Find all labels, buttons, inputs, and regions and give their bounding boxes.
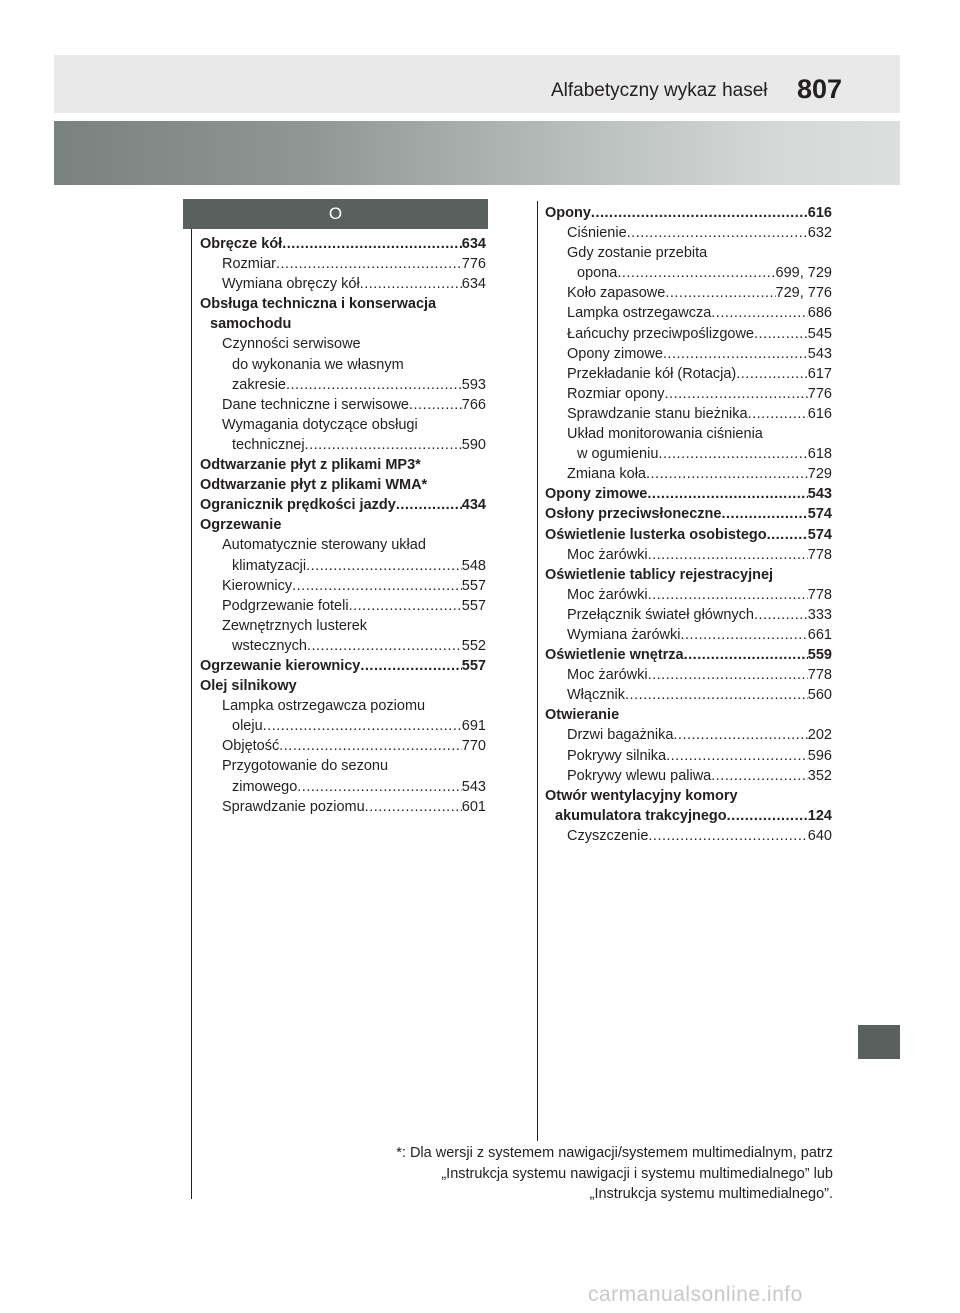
index-entry — [200, 696, 486, 716]
index-entry — [200, 676, 486, 696]
dot-leader — [617, 263, 775, 283]
center-divider — [537, 201, 538, 1141]
index-entry-page: 616 — [807, 405, 832, 422]
page-number: 807 — [797, 74, 843, 104]
index-entry — [545, 625, 832, 645]
index-entry — [200, 274, 486, 294]
index-entry-label: Wymiana żarówki — [567, 626, 681, 643]
dot-leader — [282, 234, 462, 254]
index-entry-page: 543 — [807, 486, 832, 503]
dot-leader — [306, 556, 462, 576]
dot-leader — [591, 203, 808, 223]
dot-leader — [663, 344, 808, 364]
index-entry — [200, 294, 486, 314]
dot-leader — [711, 766, 808, 786]
index-entry — [200, 797, 486, 817]
index-entry — [200, 656, 486, 676]
index-entry-page: 601 — [461, 798, 486, 815]
index-entry-label: Opony — [545, 205, 591, 221]
index-entry-page: 552 — [461, 637, 486, 654]
dot-leader — [665, 283, 775, 303]
dot-leader — [349, 596, 462, 616]
index-entry-label: Opony zimowe — [567, 345, 663, 362]
index-entry-page: 634 — [461, 236, 486, 252]
index-entry-label: Ogranicznik prędkości jazdy — [200, 497, 396, 514]
index-entry-page: 770 — [461, 738, 486, 755]
dot-leader — [396, 495, 462, 515]
dot-leader — [365, 797, 462, 817]
index-entry — [200, 435, 486, 455]
index-entry-label: Pokrywy silnika — [567, 747, 667, 764]
index-entry-label: Pokrywy wlewu paliwa — [567, 767, 712, 784]
index-entry — [545, 585, 832, 605]
index-entry-label: Czyszczenie — [567, 827, 649, 844]
index-entry — [545, 243, 832, 263]
index-entry-page: 124 — [807, 807, 832, 824]
index-entry — [200, 355, 486, 375]
dot-leader — [754, 324, 808, 344]
dot-leader — [286, 375, 462, 395]
dot-leader — [648, 585, 808, 605]
index-entry — [200, 576, 486, 596]
dot-leader — [625, 685, 808, 705]
index-entry-label: Sprawdzanie stanu bieżnika — [567, 405, 748, 422]
index-entry — [545, 766, 832, 786]
index-entry-page: 560 — [807, 687, 832, 704]
index-entry-page: 778 — [807, 667, 832, 684]
index-entry — [545, 404, 832, 424]
index-entry-page: 640 — [807, 827, 832, 844]
index-entry — [545, 565, 832, 585]
index-entry — [545, 725, 832, 745]
index-entry — [200, 535, 486, 555]
index-entry — [545, 203, 832, 223]
index-entry — [200, 314, 486, 334]
index-entry-page: 776 — [461, 256, 486, 273]
index-entry — [200, 375, 486, 395]
index-entry-label: Podgrzewanie foteli — [222, 597, 349, 614]
dot-leader — [648, 545, 808, 565]
index-entry-page: 686 — [807, 305, 832, 322]
dot-leader — [360, 656, 461, 676]
index-entry-label: Rozmiar — [222, 256, 276, 273]
index-entry-page: 543 — [807, 345, 832, 362]
index-entry — [545, 364, 832, 384]
index-entry — [545, 344, 832, 364]
index-entry — [545, 746, 832, 766]
index-entry-label: Lampka ostrzegawcza — [567, 305, 712, 322]
index-entry-label: Przełącznik świateł głównych — [567, 606, 754, 623]
index-entry-label: Oświetlenie tablicy rejestracyjnej — [545, 566, 774, 583]
index-entry — [200, 636, 486, 656]
index-entry-page: 729, 776 — [775, 285, 832, 302]
dot-leader — [684, 645, 808, 665]
section-tab — [858, 1025, 900, 1059]
dot-leader — [666, 746, 808, 766]
index-entry — [200, 736, 486, 756]
index-entry-page: 574 — [807, 526, 832, 543]
index-entry — [200, 254, 486, 274]
index-entry-label: akumulatora trakcyjnego — [555, 807, 727, 824]
index-entry-label: technicznej — [232, 436, 305, 453]
dot-leader — [360, 274, 462, 294]
index-entry — [545, 484, 832, 504]
dot-leader — [263, 716, 462, 736]
index-entry-label: Otwór wentylacyjny komory — [545, 787, 738, 804]
index-entry-page: 616 — [807, 205, 832, 221]
index-entry-label: Sprawdzanie poziomu — [222, 798, 365, 815]
index-entry — [200, 596, 486, 616]
index-entry — [545, 223, 832, 243]
index-entry-page: 691 — [461, 718, 486, 735]
index-entry — [200, 616, 486, 636]
index-entry-page: 543 — [461, 778, 486, 795]
index-entry-label: Moc żarówki — [567, 667, 648, 684]
index-entry — [545, 444, 832, 464]
dot-leader — [665, 384, 808, 404]
index-entry — [545, 464, 832, 484]
index-entry — [545, 665, 832, 685]
index-entry-label: Rozmiar opony — [567, 385, 665, 402]
index-entry-page: 202 — [807, 727, 832, 744]
index-entry-page: 596 — [807, 747, 832, 764]
index-entry-label: Objętość — [222, 738, 280, 755]
index-entry-page: 634 — [461, 276, 486, 293]
index-entry-label: klimatyzacji — [232, 557, 307, 574]
index-entry-label: wstecznych — [232, 637, 307, 654]
dot-leader — [648, 665, 808, 685]
index-entry — [545, 324, 832, 344]
index-entry-label: Otwieranie — [545, 707, 620, 724]
dot-leader — [673, 725, 807, 745]
dot-leader — [658, 444, 807, 464]
index-entry — [200, 234, 486, 254]
index-entry-page: 574 — [807, 506, 832, 523]
index-entry-label: Łańcuchy przeciwpoślizgowe — [567, 325, 754, 342]
index-entry — [545, 685, 832, 705]
index-entry — [200, 334, 486, 354]
dot-leader — [711, 303, 808, 323]
index-column-left — [200, 234, 486, 817]
index-entry-label: Obręcze kół — [200, 236, 283, 252]
index-entry-page: 699, 729 — [775, 265, 832, 282]
dot-leader — [721, 504, 807, 524]
index-entry — [200, 475, 486, 495]
dot-leader — [680, 625, 807, 645]
index-entry — [545, 786, 832, 806]
index-entry-label: Przekładanie kół (Rotacja) — [567, 365, 737, 382]
footnote-line-3: „Instrukcja systemu multimedialnego”. — [589, 1186, 833, 1202]
index-entry — [545, 525, 832, 545]
index-entry — [545, 263, 832, 283]
index-entry-page: 661 — [807, 626, 832, 643]
footnote-line-2: „Instrukcja systemu nawigacji i systemu multimedialnego” lub — [441, 1165, 833, 1182]
index-entry — [200, 777, 486, 797]
index-entry-page: 766 — [461, 396, 486, 413]
watermark: carmanualsonline.info — [588, 1283, 803, 1306]
index-entry-label: Włącznik — [567, 687, 626, 704]
dot-leader — [727, 806, 808, 826]
dot-leader — [627, 223, 808, 243]
dot-leader — [292, 576, 462, 596]
index-entry — [545, 384, 832, 404]
dot-leader — [748, 404, 808, 424]
index-entry-page: 778 — [807, 546, 832, 563]
index-entry-page: 557 — [461, 597, 486, 614]
index-entry-label: Oświetlenie lusterka osobistego — [545, 526, 767, 543]
index-entry-page: 559 — [807, 647, 832, 664]
header-title: Alfabetyczny wykaz haseł — [551, 80, 768, 101]
index-entry-page: 776 — [807, 385, 832, 402]
index-entry — [545, 605, 832, 625]
index-entry-page: 548 — [461, 557, 486, 574]
index-entry-page: 632 — [807, 225, 832, 242]
index-entry-label: Zmiana koła — [567, 466, 646, 483]
index-entry — [200, 415, 486, 435]
index-entry — [200, 455, 486, 475]
index-entry — [200, 495, 486, 515]
dot-leader — [305, 435, 462, 455]
index-entry — [200, 515, 486, 535]
dot-leader — [767, 525, 808, 545]
footnote-line-1: *: Dla wersji z systemem nawigacji/systemem multimedialnym, patrz — [396, 1145, 833, 1161]
index-entry-label: Moc żarówki — [567, 586, 648, 603]
index-entry-label: zakresie — [232, 376, 286, 393]
index-entry-label: Ogrzewanie — [200, 517, 282, 534]
index-entry-label: Wymagania dotyczące obsługi — [222, 416, 418, 433]
index-entry — [545, 705, 832, 725]
dot-leader — [297, 777, 462, 797]
dot-leader — [648, 826, 807, 846]
index-entry-page: 729 — [807, 466, 832, 483]
index-column-right — [545, 203, 832, 846]
index-entry — [545, 303, 832, 323]
index-entry-label: Moc żarówki — [567, 546, 648, 563]
index-entry — [545, 545, 832, 565]
dot-leader — [754, 605, 808, 625]
dot-leader — [307, 636, 462, 656]
dot-leader — [409, 395, 462, 415]
index-entry-label: oleju — [232, 718, 263, 735]
index-entry — [545, 806, 832, 826]
index-entry-label: Lampka ostrzegawcza poziomu — [222, 698, 426, 715]
index-entry-page: 617 — [807, 365, 832, 382]
index-entry-label: Osłony przeciwsłoneczne — [545, 506, 722, 523]
index-entry-label: Automatycznie sterowany układ — [222, 537, 426, 554]
index-entry — [200, 395, 486, 415]
index-entry-page: 778 — [807, 586, 832, 603]
dot-leader — [276, 254, 462, 274]
index-entry-label: do wykonania we własnym — [232, 356, 404, 373]
dot-leader — [646, 464, 808, 484]
index-entry-label: Drzwi bagażnika — [567, 727, 674, 744]
index-entry-page: 590 — [461, 436, 486, 453]
section-letter: O — [183, 199, 488, 229]
index-entry-label: Koło zapasowe — [567, 285, 666, 302]
index-entry-label: Olej silnikowy — [200, 678, 297, 695]
index-entry-label: Odtwarzanie płyt z plikami WMA* — [200, 477, 428, 494]
footnote — [338, 1143, 833, 1205]
index-entry-label: w ogumieniu — [577, 446, 659, 463]
left-divider — [191, 229, 192, 1199]
header-band — [54, 55, 900, 113]
index-entry-label: Zewnętrznych lusterek — [222, 617, 368, 634]
index-entry-label: Gdy zostanie przebita — [567, 245, 708, 262]
index-entry-page: 352 — [807, 767, 832, 784]
index-entry-label: samochodu — [210, 316, 292, 333]
index-entry — [200, 716, 486, 736]
index-entry-page: 557 — [461, 577, 486, 594]
index-entry-label: Układ monitorowania ciśnienia — [567, 426, 763, 443]
index-entry-label: Ogrzewanie kierownicy — [200, 657, 361, 674]
dot-leader — [736, 364, 808, 384]
index-entry — [200, 756, 486, 776]
index-entry-label: Dane techniczne i serwisowe — [222, 396, 409, 413]
index-entry-label: Wymiana obręczy kół — [222, 276, 360, 293]
index-entry-page: 333 — [807, 606, 832, 623]
index-entry — [200, 556, 486, 576]
index-entry-page: 545 — [807, 325, 832, 342]
index-entry-page: 557 — [461, 657, 486, 674]
index-entry-label: Kierownicy — [222, 577, 293, 594]
dot-leader — [647, 484, 807, 504]
decorative-gradient-band — [54, 121, 900, 185]
index-entry-label: Odtwarzanie płyt z plikami MP3* — [200, 457, 421, 474]
index-entry-label: Czynności serwisowe — [222, 336, 361, 353]
index-entry-page: 593 — [461, 376, 486, 393]
dot-leader — [279, 736, 462, 756]
index-entry — [545, 826, 832, 846]
index-entry-label: Obsługa techniczna i konserwacja — [200, 296, 437, 313]
index-entry-label: zimowego — [232, 778, 298, 795]
index-entry-label: Oświetlenie wnętrza — [545, 647, 684, 664]
index-entry — [545, 424, 832, 444]
index-entry-page: 618 — [807, 446, 832, 463]
index-entry-page: 434 — [461, 497, 486, 514]
index-entry — [545, 645, 832, 665]
index-entry — [545, 283, 832, 303]
index-entry — [545, 504, 832, 524]
index-entry-label: Przygotowanie do sezonu — [222, 758, 389, 775]
index-entry-label: opona — [577, 265, 618, 282]
index-entry-label: Opony zimowe — [545, 486, 648, 503]
index-entry-label: Ciśnienie — [567, 225, 627, 242]
